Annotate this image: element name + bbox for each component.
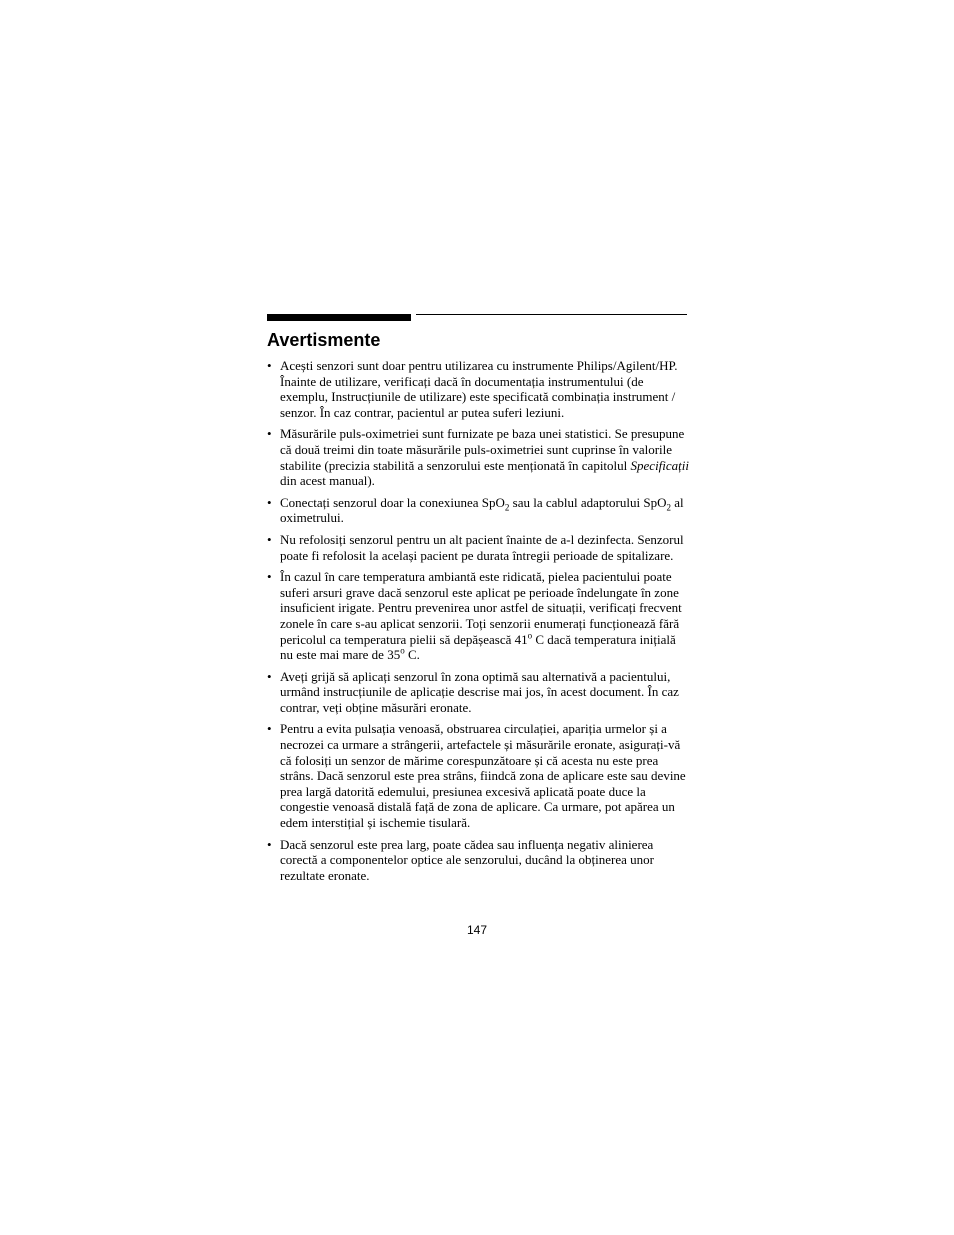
subscript: 2 xyxy=(504,502,510,513)
page-number: 147 xyxy=(466,923,488,937)
section-rule-thin xyxy=(416,314,687,315)
chapter-reference: Specificații xyxy=(630,457,690,473)
section-title: Avertismente xyxy=(267,330,381,350)
warning-text: Aveți grijă să aplicați senzorul în zona optimă sau alternativă a pacientului, urmând instrucțiunile de aplicație descrise mai jos, în acest document. În caz contrar, veți obține măsurări eronate. xyxy=(280,668,679,715)
degree-superscript: o xyxy=(527,630,533,641)
warning-item xyxy=(267,358,689,420)
warnings-list xyxy=(267,358,689,889)
warning-text: Dacă senzorul este prea larg, poate cădea sau influența negativ alinierea corectă a componentelor optice ale senzorului, ducând la obținerea unor rezultate eronate. xyxy=(280,836,654,883)
warning-item xyxy=(267,426,689,488)
degree-superscript: o xyxy=(400,645,405,656)
subscript: 2 xyxy=(666,502,671,513)
warning-text: Măsurările puls-oximetriei sunt furnizate pe baza unei statistici. Se presupune că două treimi din toate măsurările puls-oximetriei sunt cuprinse în valorile stabilite (precizia stabilită a senzorului este menționată în capitolul xyxy=(280,426,685,473)
section-rule-thick xyxy=(267,314,411,321)
warning-item xyxy=(267,532,689,563)
warning-text: al oximetrului. xyxy=(280,494,684,526)
warning-text: În cazul în care temperatura ambiantă este ridicată, pielea pacientului poate suferi arsuri grave dacă senzorul este aplicat pe perioade îndelungate în zone insuficient irigate. Pentru prevenirea unor astfel de situații, verificați frecvent zonele în care s-au aplicat senzorii. Toți senzorii enumerați funcționează fără pericolul ca temperatura pielii să depășească 41 xyxy=(280,569,682,647)
warning-text: din acest manual). xyxy=(280,473,375,489)
warning-text: sau la cablul adaptorului SpO xyxy=(509,494,667,510)
warning-text: Nu refolosiți senzorul pentru un alt pacient înainte de a-l dezinfecta. Senzorul poate fi refolosit la același pacient pe durata întregii perioade de spitalizare. xyxy=(280,531,684,563)
warning-item xyxy=(267,669,689,716)
warning-text: Pentru a evita pulsația venoasă, obstruarea circulației, apariția urmelor și a necrozei ca urmare a strângerii, artefactele și măsurările eronate, asigurați-vă că folosiți un senzor de mărime corespunzătoare și că acesta nu este prea strâns. Dacă senzorul este prea strâns, fiindcă zona de aplicare este sau devine prea largă datorită edemului, presiunea excesivă aplicată poate duce la congestie venoasă distală față de zona de aplicare. Ca urmare, pot apărea un edem interstițial și ischemie tisulară. xyxy=(280,721,686,831)
warning-text: Acești senzori sunt doar pentru utilizarea cu instrumente Philips/Agilent/HP. Înainte de utilizare, verificați dacă în documentația instrumentului (de exemplu, Instrucțiunile de utilizare) este specificată combinația instrument / senzor. În caz contrar, pacientul ar putea suferi leziuni. xyxy=(280,358,678,420)
warning-item xyxy=(267,569,689,663)
warning-item xyxy=(267,837,689,884)
warning-text: Conectați senzorul doar la conexiunea SpO xyxy=(280,494,505,510)
warning-item xyxy=(267,495,689,526)
warning-text: C dacă temperatura inițială nu este mai mare de 35 xyxy=(280,631,676,663)
warning-text: C. xyxy=(404,647,420,663)
warning-item xyxy=(267,721,689,830)
